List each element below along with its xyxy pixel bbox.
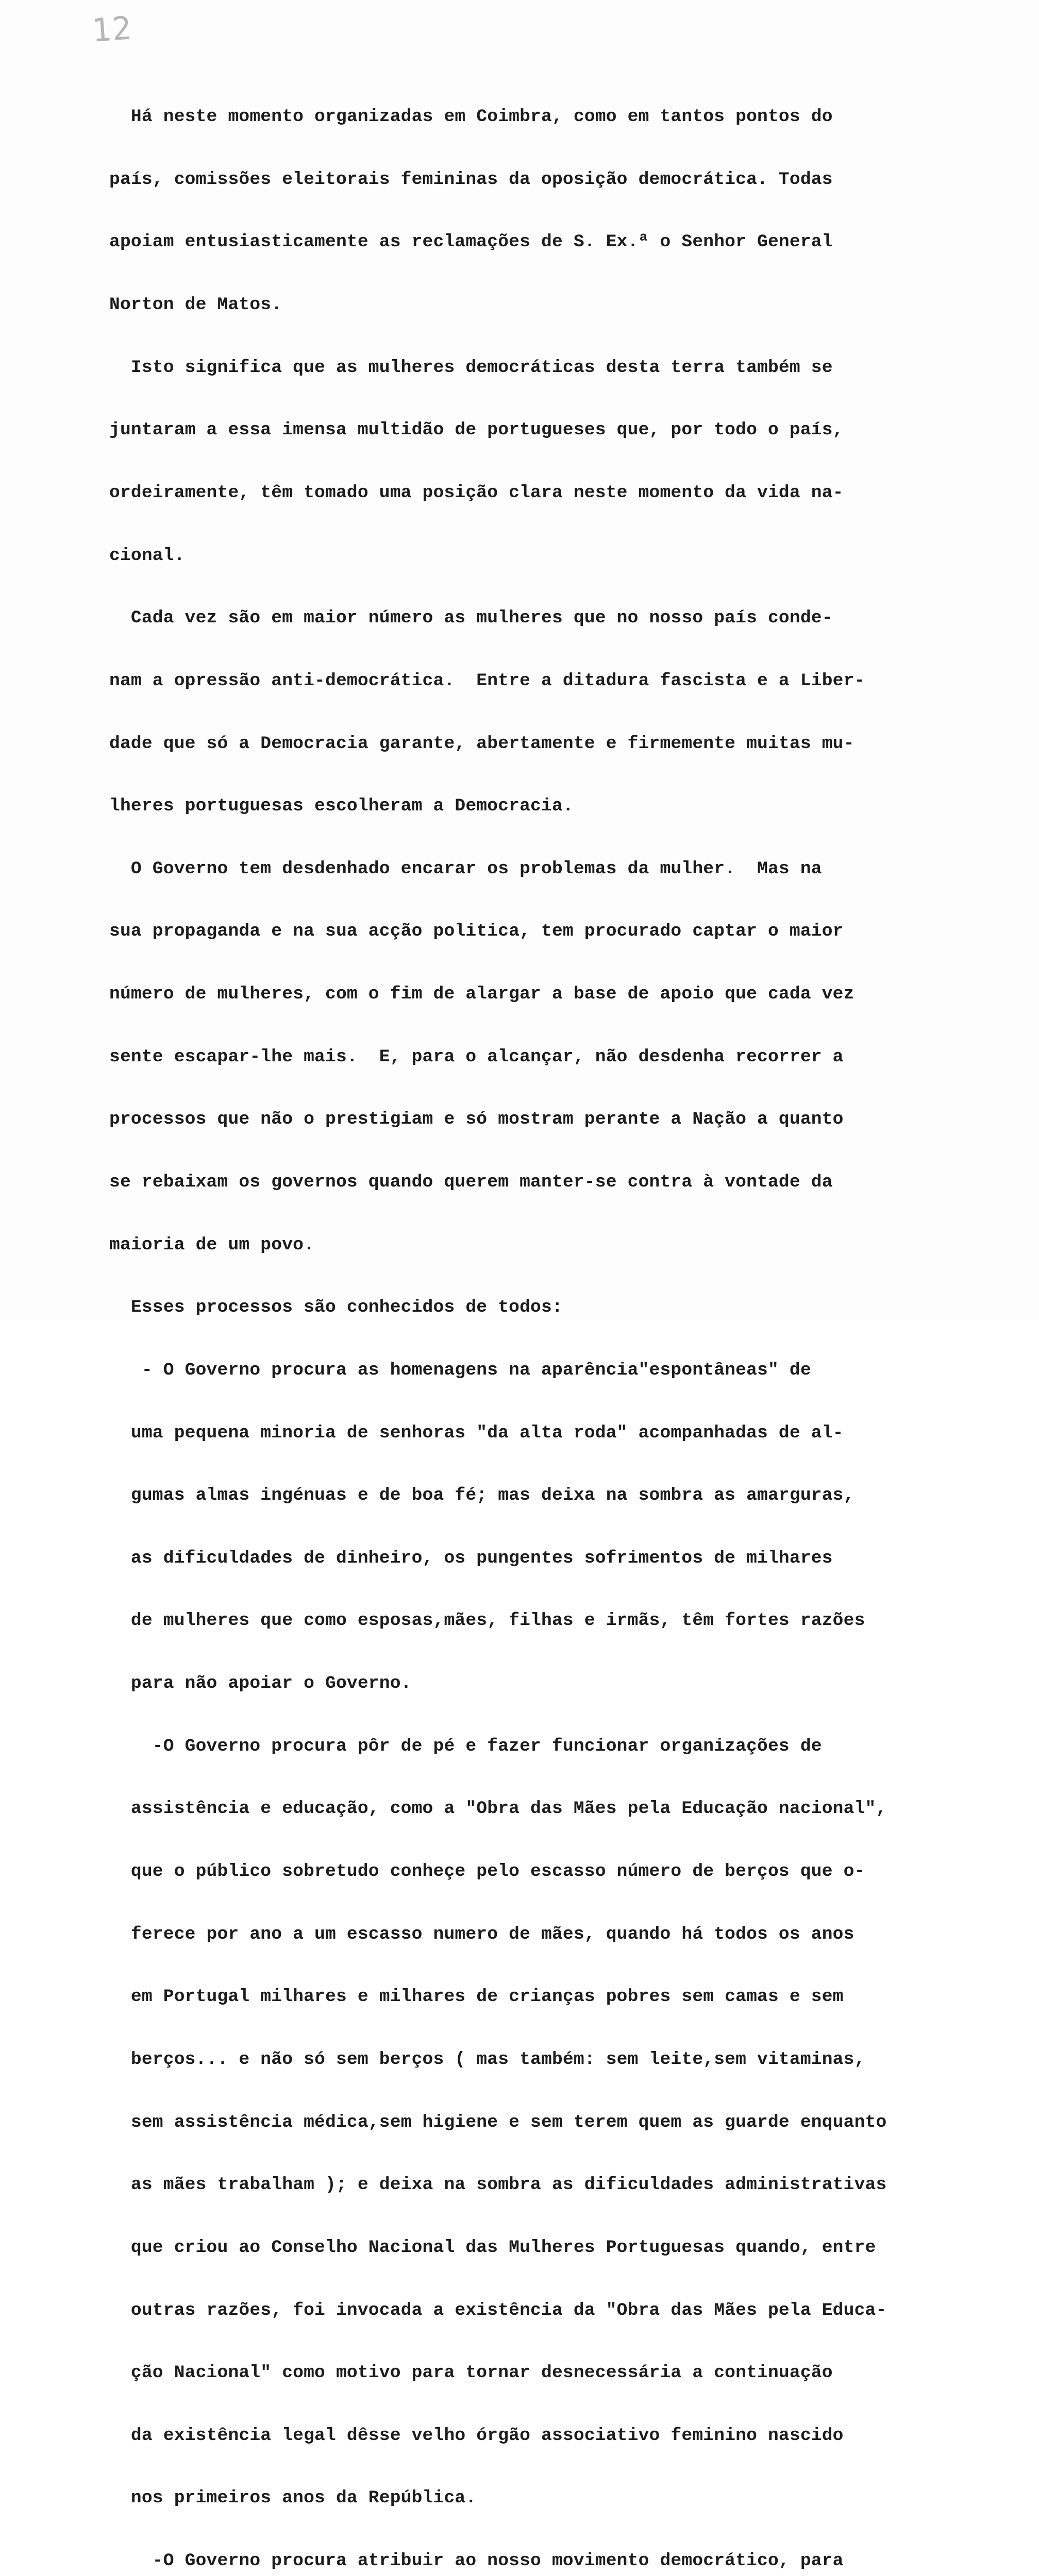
text-line: número de mulheres, com o fim de alargar a base de apoio que cada vez — [109, 984, 854, 1005]
text-line: -O Governo procura pôr de pé e fazer funcionar organizações de — [109, 1736, 822, 1756]
text-line: juntaram a essa imensa multidão de portugueses que, por todo o país, — [109, 420, 844, 440]
page-number: 12 — [90, 9, 134, 49]
text-line: -O Governo procura atribuir ao nosso movimento democrático, para — [109, 2551, 844, 2571]
text-line: que o público sobretudo conheçe pelo escasso número de berços que o- — [109, 1861, 865, 1882]
text-line: O Governo tem desdenhado encarar os problemas da mulher. Mas na — [109, 858, 822, 879]
text-line: Esses processos são conhecidos de todos: — [109, 1297, 563, 1318]
text-line: se rebaixam os governos quando querem manter-se contra à vontade da — [109, 1172, 833, 1192]
text-line: em Portugal milhares e milhares de crianças pobres sem camas e sem — [109, 1987, 844, 2007]
text-line: lheres portuguesas escolheram a Democracia. — [109, 796, 574, 817]
text-line: maioria de um povo. — [109, 1234, 315, 1255]
text-line: Há neste momento organizadas em Coimbra, como em tantos pontos do — [109, 107, 833, 127]
text-line: nam a opressão anti-democrática. Entre a ditadura fascista e a Liber- — [109, 670, 865, 691]
text-line: - O Governo procura as homenagens na aparência"espontâneas" de — [109, 1360, 811, 1380]
text-line: dade que só a Democracia garante, abertamente e firmemente muitas mu- — [109, 733, 854, 754]
text-line: nos primeiros anos da República. — [109, 2488, 477, 2509]
text-line: cional. — [109, 545, 185, 566]
text-line: ferece por ano a um escasso numero de mães, quando há todos os anos — [109, 1924, 854, 1944]
text-line: gumas almas ingénuas e de boa fé; mas deixa na sombra as amarguras, — [109, 1485, 854, 1506]
text-line: ordeiramente, têm tomado uma posição clara neste momento da vida na- — [109, 482, 844, 503]
text-line: Isto significa que as mulheres democráticas desta terra também se — [109, 357, 833, 378]
text-line: país, comissões eleitorais femininas da oposição democrática. Todas — [109, 169, 833, 190]
text-line: as dificuldades de dinheiro, os pungentes sofrimentos de milhares — [109, 1548, 833, 1568]
text-line: berços... e não só sem berços ( mas também: sem leite,sem vitaminas, — [109, 2049, 865, 2070]
text-line: uma pequena minoria de senhoras "da alta roda" acompanhadas de al- — [109, 1422, 844, 1443]
text-line: assistência e educação, como a "Obra das Mães pela Educação nacional", — [109, 1799, 887, 1819]
text-line: sua propaganda e na sua acção politica, tem procurado captar o maior — [109, 921, 844, 942]
text-line: apoiam entusiasticamente as reclamações de S. Ex.ª o Senhor General — [109, 232, 833, 252]
text-line: Cada vez são em maior número as mulheres que no nosso país conde- — [109, 608, 833, 629]
text-line: de mulheres que como esposas,mães, filhas e irmãs, têm fortes razões — [109, 1611, 865, 1631]
text-line: ção Nacional" como motivo para tornar desnecessária a continuação — [109, 2363, 833, 2383]
text-line: para não apoiar o Governo. — [109, 1673, 412, 1694]
text-line: processos que não o prestigiam e só mostram perante a Nação a quanto — [109, 1109, 844, 1130]
text-line: que criou ao Conselho Nacional das Mulheres Portuguesas quando, entre — [109, 2237, 876, 2258]
text-line: da existência legal dêsse velho órgão associativo feminino nascido — [109, 2425, 844, 2446]
text-line: outras razões, foi invocada a existência da "Obra das Mães pela Educa- — [109, 2300, 887, 2320]
document-body — [109, 65, 975, 2576]
text-line: as mães trabalham ); e deixa na sombra as dificuldades administrativas — [109, 2175, 887, 2195]
text-line: Norton de Matos. — [109, 295, 282, 315]
text-line: sem assistência médica,sem higiene e sem terem quem as guarde enquanto — [109, 2112, 887, 2132]
text-line: sente escapar-lhe mais. E, para o alcançar, não desdenha recorrer a — [109, 1046, 844, 1067]
